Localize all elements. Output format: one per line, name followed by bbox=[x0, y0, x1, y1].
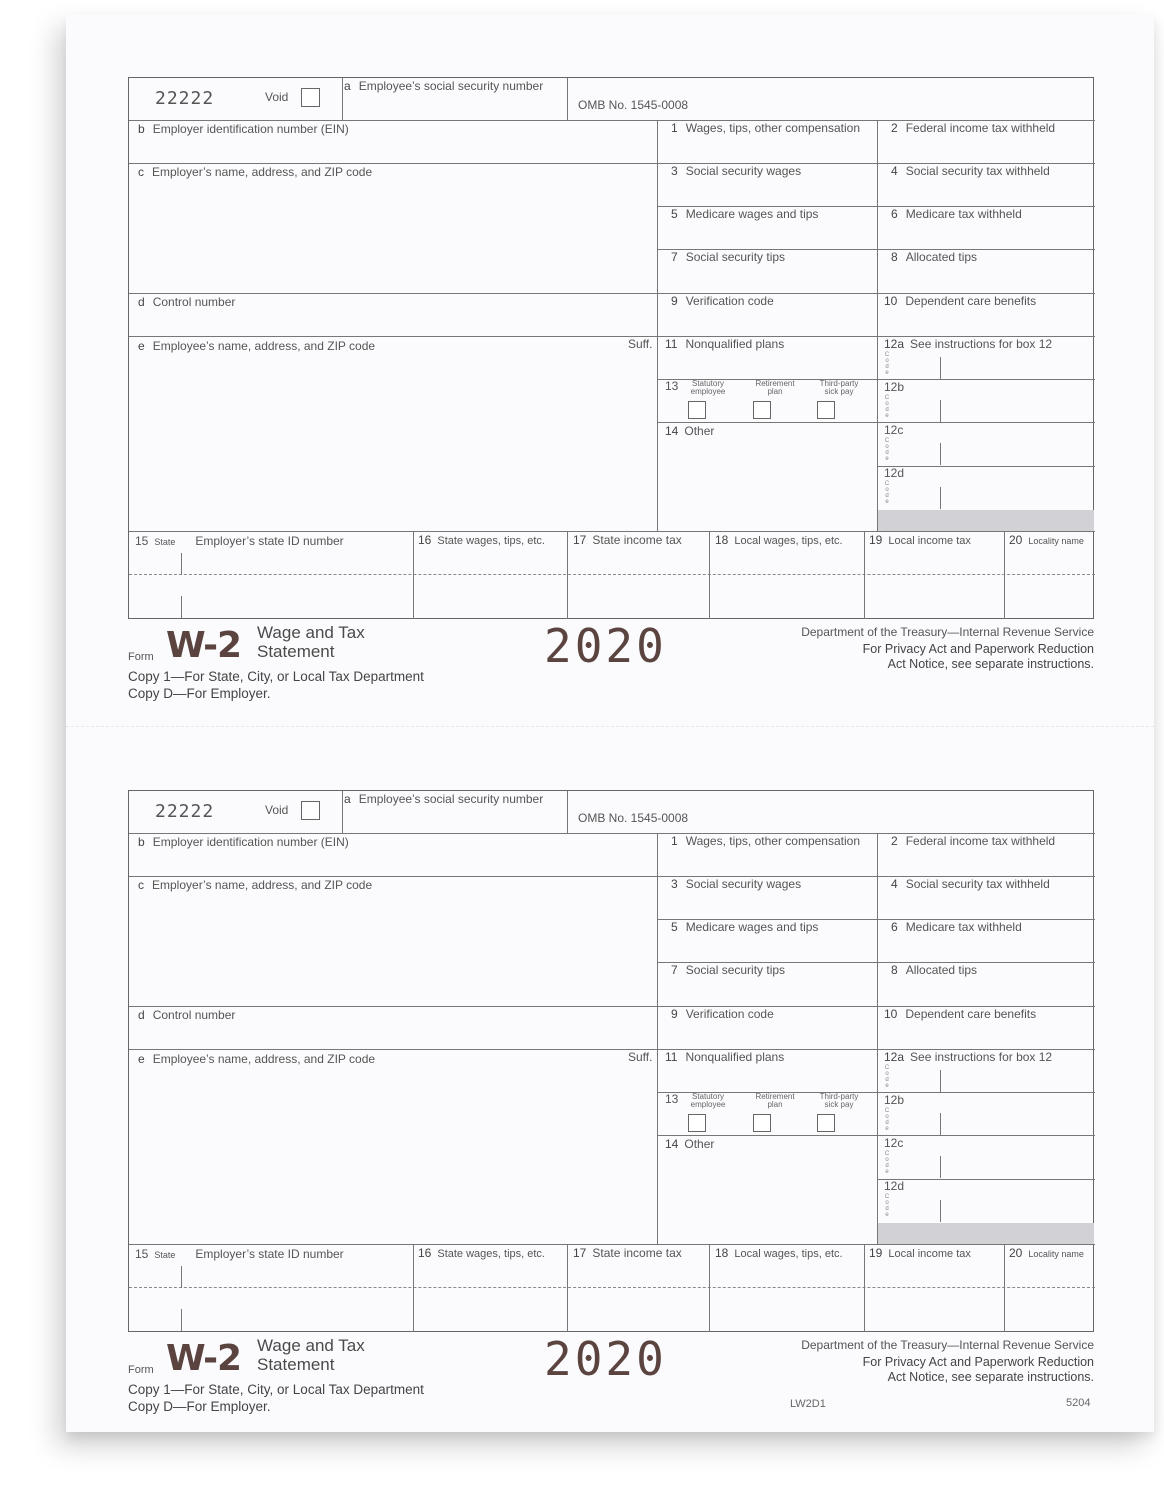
box-8-label: 8 Allocated tips bbox=[891, 963, 978, 977]
box-7-label: 7 Social security tips bbox=[671, 250, 786, 264]
box-20-label: 20 Locality name bbox=[1009, 533, 1084, 547]
form-grid: 22222 Void a Employee’s social security number OMB No. 1545-0008 b Employer identification number (EIN) 1 Wages, tips, other compensation 2 Federal income tax withheld c Employer’s name, address, and ZIP code 3 Social security wages 4 Social security tax withheld 5 Medicare wages and tips 6 Medicare tax withheld 7 Social security tips 8 Allocated tips d Control number 9 Verification code 10 Dependent care benefits e Employee’s name, address, and ZIP code Suff. 11 Nonqualified plans 12a See instructions for box 12 13 Statutory employee Retirement plan Third-party sick pay 14 Other 12b 12c 12d C o d e C o d e C o d e C o d e 15 State Employer’s state ID number 16 State wages, tips, etc. 17 State income tax 18 Local wages, tips, etc. 19 Local income tax 20 Locality name bbox=[128, 77, 1094, 619]
box-18-label: 18 Local wages, tips, etc. bbox=[715, 533, 843, 547]
omb-number: OMB No. 1545-0008 bbox=[578, 98, 689, 112]
box-1-label: 1 Wages, tips, other compensation bbox=[671, 121, 860, 135]
form-word: Form bbox=[128, 651, 154, 663]
field-a-label: a Employee’s social security number bbox=[344, 79, 544, 93]
box-20-label: 20 Locality name bbox=[1009, 1246, 1084, 1260]
box-2-label: 2 Federal income tax withheld bbox=[891, 834, 1056, 848]
box-12b-label: 12b bbox=[884, 380, 905, 394]
box-4-label: 4 Social security tax withheld bbox=[891, 877, 1050, 891]
box-9-label: 9 Verification code bbox=[671, 294, 774, 308]
retirement-plan-label: Retirement plan bbox=[755, 379, 795, 396]
shaded-strip bbox=[878, 1223, 1094, 1244]
box-14-label: 14 Other bbox=[665, 424, 715, 438]
box-13-number: 13 bbox=[665, 379, 679, 393]
statutory-employee-checkbox[interactable] bbox=[688, 1114, 706, 1132]
privacy-notice: For Privacy Act and Paperwork Reduction Act Notice, see separate instructions. bbox=[862, 1355, 1094, 1384]
field-e-label: e Employee’s name, address, and ZIP code bbox=[138, 339, 376, 353]
third-party-sick-pay-label: Third-party sick pay bbox=[819, 1092, 859, 1109]
box-17-label: 17 State income tax bbox=[573, 533, 682, 547]
box-6-label: 6 Medicare tax withheld bbox=[891, 207, 1022, 221]
box-12a-label: 12a See instructions for box 12 bbox=[884, 1050, 1053, 1064]
void-checkbox[interactable] bbox=[301, 801, 320, 820]
box-7-label: 7 Social security tips bbox=[671, 963, 786, 977]
form-name: W-2 bbox=[166, 1338, 242, 1379]
w2-form-bottom bbox=[128, 790, 1094, 1440]
field-e-label: e Employee’s name, address, and ZIP code bbox=[138, 1052, 376, 1066]
box-5-label: 5 Medicare wages and tips bbox=[671, 207, 819, 221]
box-8-label: 8 Allocated tips bbox=[891, 250, 978, 264]
form-control-code: 22222 bbox=[155, 88, 215, 109]
box-12a-label: 12a See instructions for box 12 bbox=[884, 337, 1053, 351]
copy-designations: Copy 1—For State, City, or Local Tax Department Copy D—For Employer. bbox=[128, 669, 424, 701]
statutory-employee-checkbox[interactable] bbox=[688, 401, 706, 419]
void-label: Void bbox=[265, 803, 289, 817]
box-1-label: 1 Wages, tips, other compensation bbox=[671, 834, 860, 848]
box-19-label: 19 Local income tax bbox=[869, 1246, 971, 1260]
form-word: Form bbox=[128, 1364, 154, 1376]
shaded-strip bbox=[878, 510, 1094, 531]
form-name: W-2 bbox=[166, 625, 242, 666]
third-party-sick-pay-label: Third-party sick pay bbox=[819, 379, 859, 396]
box-19-label: 19 Local income tax bbox=[869, 533, 971, 547]
box-11-label: 11 Nonqualified plans bbox=[665, 1050, 785, 1064]
form-grid: 22222 Void a Employee’s social security number OMB No. 1545-0008 b Employer identification number (EIN) 1 Wages, tips, other compensation 2 Federal income tax withheld c Employer’s name, address, and ZIP code 3 Social security wages 4 Social security tax withheld 5 Medicare wages and tips 6 Medicare tax withheld 7 Social security tips 8 Allocated tips d Control number 9 Verification code 10 Dependent care benefits e Employee’s name, address, and ZIP code Suff. 11 Nonqualified plans 12a See instructions for box 12 13 Statutory employee Retirement plan Third-party sick pay 14 Other 12b 12c 12d C o d e C o d e C o d e C o d e 15 State Employer’s state ID number 16 State wages, tips, etc. 17 State income tax 18 Local wages, tips, etc. 19 Local income tax 20 Locality name bbox=[128, 790, 1094, 1332]
statutory-employee-label: Statutory employee bbox=[690, 379, 726, 396]
box-2-label: 2 Federal income tax withheld bbox=[891, 121, 1056, 135]
box-13-number: 13 bbox=[665, 1092, 679, 1106]
box-14-label: 14 Other bbox=[665, 1137, 715, 1151]
field-a-label: a Employee’s social security number bbox=[344, 792, 544, 806]
box-3-label: 3 Social security wages bbox=[671, 164, 802, 178]
retirement-plan-label: Retirement plan bbox=[755, 1092, 795, 1109]
privacy-notice: For Privacy Act and Paperwork Reduction Act Notice, see separate instructions. bbox=[862, 642, 1094, 671]
field-d-label: d Control number bbox=[138, 295, 236, 309]
box-4-label: 4 Social security tax withheld bbox=[891, 164, 1050, 178]
tax-year: 2020 bbox=[544, 619, 667, 673]
box-15-label: 15 State Employer’s state ID number bbox=[135, 534, 344, 548]
tax-year: 2020 bbox=[544, 1332, 667, 1386]
form-title: Wage and Tax Statement bbox=[257, 623, 365, 661]
field-c-label: c Employer’s name, address, and ZIP code bbox=[138, 165, 373, 179]
box-10-label: 10 Dependent care benefits bbox=[884, 294, 1037, 308]
box-12d-label: 12d bbox=[884, 466, 905, 480]
box-12d-label: 12d bbox=[884, 1179, 905, 1193]
field-c-label: c Employer’s name, address, and ZIP code bbox=[138, 878, 373, 892]
suffix-label: Suff. bbox=[628, 337, 653, 351]
retirement-plan-checkbox[interactable] bbox=[753, 1114, 771, 1132]
form-control-code: 22222 bbox=[155, 801, 215, 822]
box-12c-label: 12c bbox=[884, 1136, 904, 1150]
void-label: Void bbox=[265, 90, 289, 104]
box-12b-label: 12b bbox=[884, 1093, 905, 1107]
box-3-label: 3 Social security wages bbox=[671, 877, 802, 891]
box-12c-label: 12c bbox=[884, 423, 904, 437]
copy-designations: Copy 1—For State, City, or Local Tax Department Copy D—For Employer. bbox=[128, 1382, 424, 1414]
w2-form-top bbox=[128, 77, 1094, 727]
box-18-label: 18 Local wages, tips, etc. bbox=[715, 1246, 843, 1260]
void-checkbox[interactable] bbox=[301, 88, 320, 107]
retirement-plan-checkbox[interactable] bbox=[753, 401, 771, 419]
suffix-label: Suff. bbox=[628, 1050, 653, 1064]
form-stock-code: LW2D1 bbox=[790, 1398, 826, 1410]
department-notice: Department of the Treasury—Internal Revenue Service bbox=[801, 625, 1094, 639]
box-11-label: 11 Nonqualified plans bbox=[665, 337, 785, 351]
box-9-label: 9 Verification code bbox=[671, 1007, 774, 1021]
omb-number: OMB No. 1545-0008 bbox=[578, 811, 689, 825]
box-16-label: 16 State wages, tips, etc. bbox=[418, 1246, 545, 1260]
third-party-sick-pay-checkbox[interactable] bbox=[817, 1114, 835, 1132]
box-10-label: 10 Dependent care benefits bbox=[884, 1007, 1037, 1021]
form-title: Wage and Tax Statement bbox=[257, 1336, 365, 1374]
box-16-label: 16 State wages, tips, etc. bbox=[418, 533, 545, 547]
field-b-label: b Employer identification number (EIN) bbox=[138, 835, 349, 849]
box-5-label: 5 Medicare wages and tips bbox=[671, 920, 819, 934]
field-b-label: b Employer identification number (EIN) bbox=[138, 122, 349, 136]
box-17-label: 17 State income tax bbox=[573, 1246, 682, 1260]
box-15-label: 15 State Employer’s state ID number bbox=[135, 1247, 344, 1261]
statutory-employee-label: Statutory employee bbox=[690, 1092, 726, 1109]
form-item-number: 5204 bbox=[1066, 1397, 1091, 1409]
box-6-label: 6 Medicare tax withheld bbox=[891, 920, 1022, 934]
field-d-label: d Control number bbox=[138, 1008, 236, 1022]
third-party-sick-pay-checkbox[interactable] bbox=[817, 401, 835, 419]
department-notice: Department of the Treasury—Internal Revenue Service bbox=[801, 1338, 1094, 1352]
